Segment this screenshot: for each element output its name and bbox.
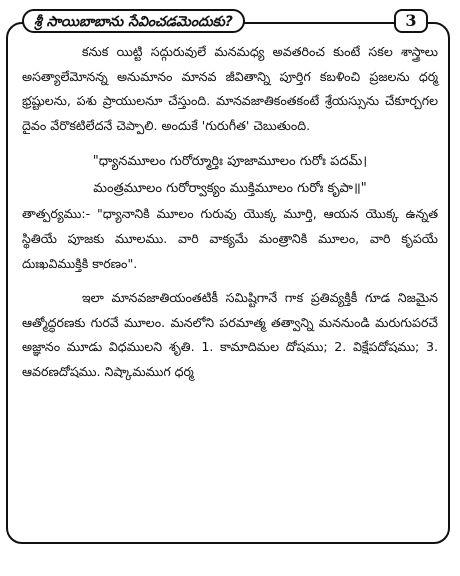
verse-line: మంత్రమూలం గురోర్వాక్యం ముక్తిమూలం గురోః కృపా॥" [93, 181, 367, 197]
paragraph: కనుక యిట్టి సద్గురువులే మనమధ్య అవతరించ కుంటే సకల శాస్త్రాలు అసత్యాలేమోనన్న అనుమానం మానవ జీవితాన్ని పూర్తిగ కబళించి ప్రజలను ధర్మ భ్రష్టులను, పశు ప్రాయులనూ చేస్తుంది. మానవజాతికంతకంటే శ్రేయస్సును చేకూర్చగల దైవం వేరొకటిలేదనే చెప్పాలి. అందుకే 'గురుగీత' చెబుతుంది. [22, 44, 438, 133]
page-number: 3 [394, 9, 428, 33]
paragraph: తాత్పర్యము:- "ధ్యానానికి మూలం గురువు యొక్క మూర్తి, ఆయన యొక్క ఉన్నత స్థితియే పూజకు మూలము. వారి వాక్యమే మంత్రానికి మూలం, వారి కృపయే దుఃఖవిముక్తికి కారణం". [22, 206, 438, 271]
paragraph: ఇలా మానవజాతియంతటికీ సమిష్టిగానే గాక ప్రతివ్యక్తికీ గూడ నిజమైన ఆత్మోద్ధరణకు గురవే మూలం. మనలోని పరమాత్మ తత్వాన్ని మననుండి మరుగుపరచే అజ్ఞానం మూడు విధములని శృతి. 1. కామాదిమల దోషము; 2. విక్షేపదోషము; 3. ఆవరణదోషము. నిష్కామముగ ధర్మ [22, 290, 438, 379]
body-text [22, 40, 438, 385]
verse-line: "ధ్యానమూలం గురోర్మూర్తిః పూజామూలం గురోః పదమ్। [92, 154, 368, 170]
chapter-title-banner: శ్రీ సాయిబాబాను సేవించడమెందుకు? [22, 9, 245, 33]
